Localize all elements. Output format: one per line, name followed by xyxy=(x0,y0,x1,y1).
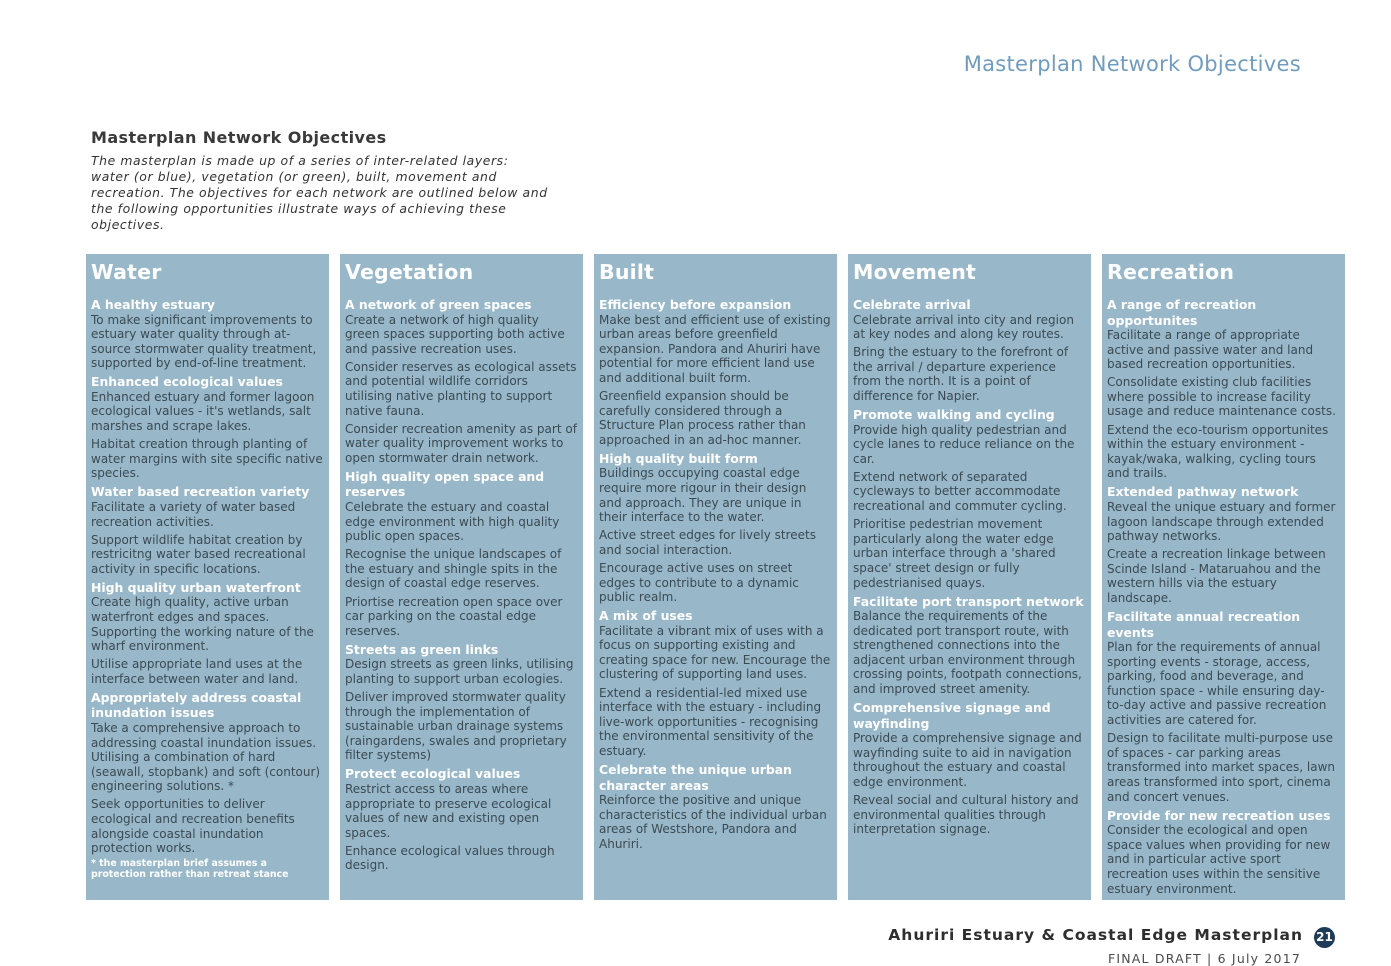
objective-text: Consolidate existing club facilities where possible to increase facility usage and reduce maintenance costs. xyxy=(1107,375,1336,419)
objective-text: Celebrate the estuary and coastal edge environment with high quality public open spaces. xyxy=(345,499,560,544)
intro-text: The masterplan is made up of a series of inter-related layers: water (or blue), vegetation (or green), built, movement and recreation. The objectives for each network are outlined below and the following opportunities illustrate ways of achieving these objectives. xyxy=(91,153,548,232)
intro-heading: Masterplan Network Objectives xyxy=(91,128,387,147)
objective-text: Create a network of high quality green spaces supporting both active and passive recreation uses. xyxy=(345,312,565,356)
objective-text: To make significant improvements to estuary water quality through at-source stormwater quality treatment, supported by end-of-line treatment. xyxy=(91,312,317,371)
objective-text: Extend network of separated cycleways to better accommodate recreational and commuter cycling. xyxy=(853,469,1067,514)
objective-text: Create high quality, active urban waterfront edges and spaces. Supporting the working nature of the wharf environment. xyxy=(91,595,314,654)
objective-text: Facilitate a variety of water based recreation activities. xyxy=(91,499,296,529)
objective-text: Facilitate a vibrant mix of uses with a focus on supporting existing and creating space for new. Encourage the clustering of supporting land uses. xyxy=(599,623,831,682)
column-title: Water xyxy=(91,260,162,284)
objective-text: Encourage active uses on street edges to contribute to a dynamic public realm. xyxy=(599,560,799,605)
objective-title: Provide for new recreation uses xyxy=(1107,807,1331,823)
column-title: Built xyxy=(599,260,655,284)
objective-text: Greenfield expansion should be carefully considered through a Structure Plan process rather than approached in an ad-hoc manner. xyxy=(599,388,806,447)
column-title: Recreation xyxy=(1107,260,1235,284)
objective-title: High quality built form xyxy=(599,450,758,466)
objective-title: Celebrate arrival xyxy=(853,297,971,312)
objective-text: Provide a comprehensive signage and wayfinding suite to aid in navigation throughout the estuary and coastal edge environment. xyxy=(853,731,1082,789)
objective-title: Extended pathway network xyxy=(1107,484,1299,500)
objective-title: Efficiency before expansion xyxy=(599,297,792,312)
page-number-badge: 21 xyxy=(1314,927,1335,948)
objective-text: Celebrate arrival into city and region at key nodes and along key routes. xyxy=(853,312,1074,342)
objective-title: Celebrate the unique urban character areas xyxy=(599,762,792,793)
objective-text: Consider recreation amenity as part of water quality improvement works to open stormwater drain network. xyxy=(345,421,577,465)
objective-title: A range of recreation opportunites xyxy=(1107,297,1257,328)
objective-title: Promote walking and cycling xyxy=(853,407,1055,423)
column-built xyxy=(594,254,837,900)
page-header-title: Masterplan Network Objectives xyxy=(963,52,1301,76)
column-water xyxy=(86,254,329,900)
objective-text: Balance the requirements of the dedicated port transport route, with strengthened connections into the adjacent urban environment through crossing points, footpath connections, and improved street amenity. xyxy=(853,609,1082,697)
objective-text: Create a recreation linkage between Scinde Island - Mataruahou and the western hills via the estuary landscape. xyxy=(1107,547,1326,605)
objective-text: Reveal the unique estuary and former lagoon landscape through extended pathway networks. xyxy=(1107,499,1336,544)
objective-title: A healthy estuary xyxy=(91,297,215,312)
footer-draft-date: FINAL DRAFT | 6 July 2017 xyxy=(1107,951,1301,966)
objective-text: Provide high quality pedestrian and cycle lanes to reduce reliance on the car. xyxy=(853,422,1075,466)
objective-text: Recognise the unique landscapes of the estuary and shingle spits in the design of coastal edge reserves. xyxy=(345,547,562,591)
objective-text: Seek opportunities to deliver ecological and recreation benefits alongside coastal inundation protection works. xyxy=(91,797,295,856)
objective-text: Buildings occupying coastal edge require more rigour in their design and approach. They are unique in their interface to the water. xyxy=(599,466,807,525)
objective-text: Consider reserves as ecological assets and potential wildlife corridors utilising native planting to support native fauna. xyxy=(345,359,577,418)
objective-title: Comprehensive signage and wayfinding xyxy=(853,700,1051,731)
objective-title: Water based recreation variety xyxy=(91,484,310,500)
column-movement xyxy=(848,254,1091,900)
column-title: Vegetation xyxy=(345,260,474,284)
objective-text: Extend the eco-tourism opportunites within the estuary environment - kayak/waka, walking, cycling tours and trails. xyxy=(1107,422,1329,481)
objective-text: Facilitate a range of appropriate active and passive water and land based recreation opportunities. xyxy=(1107,328,1314,372)
intro-block xyxy=(91,128,551,233)
column-vegetation xyxy=(340,254,583,900)
objective-text: Design streets as green links, utilising planting to support urban ecologies. xyxy=(345,657,574,686)
footer-document-title: Ahuriri Estuary & Coastal Edge Masterplan xyxy=(888,926,1303,944)
objective-title: High quality urban waterfront xyxy=(91,579,301,595)
objective-title: Streets as green links xyxy=(345,641,499,657)
objective-title: Protect ecological values xyxy=(345,766,521,782)
objective-title: Facilitate annual recreation events xyxy=(1107,609,1301,640)
objective-text: Restrict access to areas where appropriate to preserve ecological values of new and existing open spaces. xyxy=(345,781,552,840)
column-recreation xyxy=(1102,254,1345,900)
objective-text: Design to facilitate multi-purpose use of spaces - car parking areas transformed into market spaces, lawn areas transformed into sport, cinema and concert venues. xyxy=(1107,731,1336,804)
objective-text: Deliver improved stormwater quality through the implementation of sustainable urban drainage systems (raingardens, swales and proprietary filter systems) xyxy=(345,689,567,763)
objective-text: Bring the estuary to the forefront of the arrival / departure experience from the north. It is a point of difference for Napier. xyxy=(853,345,1069,403)
objective-text: Priortise recreation open space over car parking on the coastal edge reserves. xyxy=(345,594,563,638)
objective-text: Reveal social and cultural history and environmental qualities through interpretation signage. xyxy=(853,793,1079,837)
objective-text: Plan for the requirements of annual sporting events - storage, access, parking, food and beverage, and function space - while ensuring day-to-day active and passive recreation activities are catered for. xyxy=(1107,640,1327,728)
column-title: Movement xyxy=(853,260,977,284)
objective-title: A mix of uses xyxy=(599,608,693,624)
footnote: * the masterplan brief assumes a protection rather than retreat stance xyxy=(91,858,289,880)
objective-text: Enhanced estuary and former lagoon ecological values - it's wetlands, salt marshes and scrape lakes. xyxy=(91,389,315,434)
objective-text: Make best and efficient use of existing urban areas before greenfield expansion. Pandora and Ahuriri have potential for more efficient land use and additional built form. xyxy=(599,312,831,385)
objective-text: Take a comprehensive approach to addressing coastal inundation issues. Utilising a combination of hard (seawall, stopbank) and soft (contour) engineering solutions. * xyxy=(91,720,321,794)
objective-columns xyxy=(86,254,1345,900)
objective-text: Consider the ecological and open space values when providing for new and in particular active sport recreation uses within the sensitive estuary environment. xyxy=(1107,823,1331,896)
objective-title: Facilitate port transport network xyxy=(853,593,1084,609)
objective-title: High quality open space and reserves xyxy=(345,468,545,500)
objective-title: Appropriately address coastal inundation issues xyxy=(91,689,302,721)
objective-text: Prioritise pedestrian movement particularly along the water edge urban interface through a 'shared space' street design or fully pedestrianised quays. xyxy=(853,517,1056,590)
objective-text: Reinforce the positive and unique characteristics of the individual urban areas of Westshore, Pandora and Ahuriri. xyxy=(599,793,827,851)
objective-title: Enhanced ecological values xyxy=(91,374,283,390)
objective-text: Support wildlife habitat creation by restricitng water based recreational activity in specific locations. xyxy=(91,532,306,576)
objective-text: Active street edges for lively streets and social interaction. xyxy=(599,528,816,557)
objective-text: Enhance ecological values through design. xyxy=(345,843,555,873)
objective-text: Habitat creation through planting of water margins with site specific native species. xyxy=(91,437,323,481)
objective-text: Utilise appropriate land uses at the interface between water and land. xyxy=(91,657,303,686)
objective-text: Extend a residential-led mixed use interface with the estuary - including live-work opportunities - recognising the environmental sensitivity of the estuary. xyxy=(599,685,822,758)
objective-title: A network of green spaces xyxy=(345,297,532,312)
